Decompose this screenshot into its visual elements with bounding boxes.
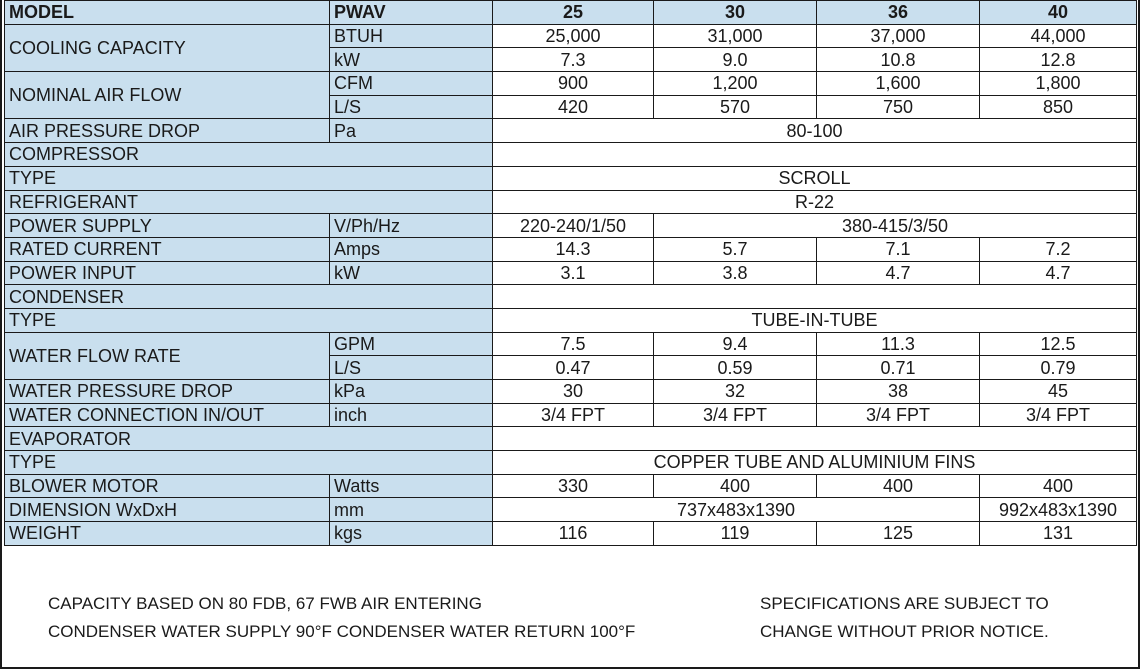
power-input-label: POWER INPUT (5, 261, 330, 285)
value-cell: 400 (817, 474, 980, 498)
value-cell: 11.3 (817, 332, 980, 356)
value-cell: 80-100 (493, 119, 1137, 143)
value-cell: 400 (980, 474, 1137, 498)
value-cell: 0.71 (817, 356, 980, 380)
unit-cell: kPa (330, 380, 493, 404)
table-row (5, 237, 1137, 261)
value-cell: 3/4 FPT (980, 403, 1137, 427)
condenser-type-label: TYPE (5, 308, 493, 332)
unit-cell: V/Ph/Hz (330, 214, 493, 238)
table-row (5, 427, 1137, 451)
value-cell: 1,600 (817, 72, 980, 96)
value-cell: 0.79 (980, 356, 1137, 380)
value-cell: 38 (817, 380, 980, 404)
value-cell: 3/4 FPT (654, 403, 817, 427)
unit-cell: Amps (330, 237, 493, 261)
unit-cell: BTUH (330, 24, 493, 48)
value-cell: 7.5 (493, 332, 654, 356)
table-row (5, 522, 1137, 546)
unit-cell: L/S (330, 356, 493, 380)
pwav-header: PWAV (330, 1, 493, 25)
table-row (5, 143, 1137, 167)
table-header-row (5, 1, 1137, 25)
table-row (5, 332, 1137, 356)
value-cell: 5.7 (654, 237, 817, 261)
value-cell: 131 (980, 522, 1137, 546)
value-cell: 380-415/3/50 (654, 214, 1137, 238)
disclaimer-note (760, 590, 1049, 646)
refrigerant-label: REFRIGERANT (5, 190, 493, 214)
value-cell: 850 (980, 95, 1137, 119)
value-cell: 1,800 (980, 72, 1137, 96)
table-row (5, 190, 1137, 214)
water-connection-label: WATER CONNECTION IN/OUT (5, 403, 330, 427)
value-cell: 7.3 (493, 48, 654, 72)
table-row (5, 451, 1137, 475)
evaporator-section-label: EVAPORATOR (5, 427, 493, 451)
evaporator-type-label: TYPE (5, 451, 493, 475)
specification-table (4, 0, 1137, 546)
value-cell: 31,000 (654, 24, 817, 48)
value-cell: 4.7 (980, 261, 1137, 285)
value-cell: 14.3 (493, 237, 654, 261)
compressor-section-label: COMPRESSOR (5, 143, 493, 167)
table-row (5, 24, 1137, 48)
value-cell: TUBE-IN-TUBE (493, 308, 1137, 332)
table-row (5, 308, 1137, 332)
footnote-line: CONDENSER WATER SUPPLY 90°F CONDENSER WATER RETURN 100°F (48, 622, 636, 641)
value-cell: 125 (817, 522, 980, 546)
model-25-header: 25 (493, 1, 654, 25)
unit-cell: kW (330, 261, 493, 285)
empty-cell (493, 143, 1137, 167)
value-cell: COPPER TUBE AND ALUMINIUM FINS (493, 451, 1137, 475)
unit-cell: inch (330, 403, 493, 427)
dimension-label: DIMENSION WxDxH (5, 498, 330, 522)
disclaimer-line: CHANGE WITHOUT PRIOR NOTICE. (760, 622, 1049, 641)
value-cell: 9.0 (654, 48, 817, 72)
value-cell: R-22 (493, 190, 1137, 214)
value-cell: 0.47 (493, 356, 654, 380)
unit-cell: L/S (330, 95, 493, 119)
value-cell: 37,000 (817, 24, 980, 48)
table-row (5, 166, 1137, 190)
model-header: MODEL (5, 1, 330, 25)
value-cell: 45 (980, 380, 1137, 404)
value-cell: 30 (493, 380, 654, 404)
empty-cell (493, 285, 1137, 309)
value-cell: 220-240/1/50 (493, 214, 654, 238)
power-supply-label: POWER SUPPLY (5, 214, 330, 238)
value-cell: 750 (817, 95, 980, 119)
table-row (5, 261, 1137, 285)
value-cell: 992x483x1390 (980, 498, 1137, 522)
value-cell: 12.5 (980, 332, 1137, 356)
value-cell: 119 (654, 522, 817, 546)
blower-motor-label: BLOWER MOTOR (5, 474, 330, 498)
nominal-air-flow-label: NOMINAL AIR FLOW (5, 72, 330, 119)
value-cell: 3.1 (493, 261, 654, 285)
table-row (5, 474, 1137, 498)
table-row (5, 380, 1137, 404)
weight-label: WEIGHT (5, 522, 330, 546)
cooling-capacity-label: COOLING CAPACITY (5, 24, 330, 71)
value-cell: SCROLL (493, 166, 1137, 190)
table-row (5, 498, 1137, 522)
water-flow-rate-label: WATER FLOW RATE (5, 332, 330, 379)
value-cell: 420 (493, 95, 654, 119)
value-cell: 7.2 (980, 237, 1137, 261)
capacity-footnote (48, 590, 635, 646)
unit-cell: kgs (330, 522, 493, 546)
value-cell: 25,000 (493, 24, 654, 48)
value-cell: 10.8 (817, 48, 980, 72)
value-cell: 3.8 (654, 261, 817, 285)
empty-cell (493, 427, 1137, 451)
unit-cell: CFM (330, 72, 493, 96)
value-cell: 44,000 (980, 24, 1137, 48)
value-cell: 900 (493, 72, 654, 96)
value-cell: 1,200 (654, 72, 817, 96)
unit-cell: Watts (330, 474, 493, 498)
value-cell: 3/4 FPT (817, 403, 980, 427)
value-cell: 12.8 (980, 48, 1137, 72)
table-row (5, 72, 1137, 96)
value-cell: 330 (493, 474, 654, 498)
value-cell: 3/4 FPT (493, 403, 654, 427)
value-cell: 400 (654, 474, 817, 498)
unit-cell: Pa (330, 119, 493, 143)
value-cell: 570 (654, 95, 817, 119)
footnote-line: CAPACITY BASED ON 80 FDB, 67 FWB AIR ENTERING (48, 594, 482, 613)
value-cell: 0.59 (654, 356, 817, 380)
unit-cell: kW (330, 48, 493, 72)
compressor-type-label: TYPE (5, 166, 493, 190)
table-row (5, 285, 1137, 309)
value-cell: 737x483x1390 (493, 498, 980, 522)
value-cell: 7.1 (817, 237, 980, 261)
unit-cell: mm (330, 498, 493, 522)
unit-cell: GPM (330, 332, 493, 356)
table-row (5, 214, 1137, 238)
value-cell: 116 (493, 522, 654, 546)
air-pressure-drop-label: AIR PRESSURE DROP (5, 119, 330, 143)
model-36-header: 36 (817, 1, 980, 25)
model-30-header: 30 (654, 1, 817, 25)
water-pressure-drop-label: WATER PRESSURE DROP (5, 380, 330, 404)
model-40-header: 40 (980, 1, 1137, 25)
disclaimer-line: SPECIFICATIONS ARE SUBJECT TO (760, 594, 1049, 613)
condenser-section-label: CONDENSER (5, 285, 493, 309)
rated-current-label: RATED CURRENT (5, 237, 330, 261)
value-cell: 32 (654, 380, 817, 404)
table-row (5, 403, 1137, 427)
value-cell: 4.7 (817, 261, 980, 285)
table-row (5, 119, 1137, 143)
value-cell: 9.4 (654, 332, 817, 356)
